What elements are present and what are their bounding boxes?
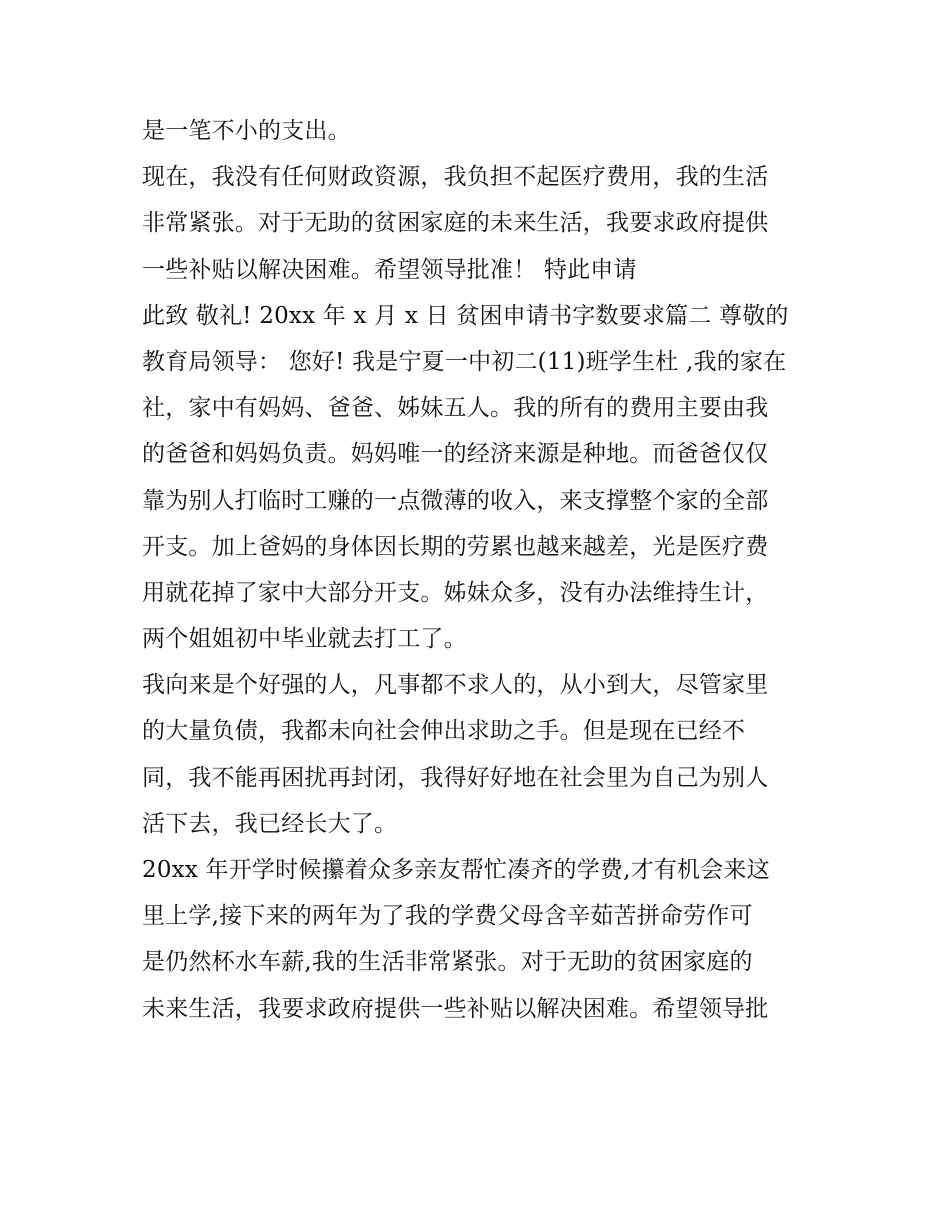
text-line: 一些补贴以解决困难。希望领导批准！ 特此申请 [142,256,637,283]
text-line: 此致 敬礼! 20xx 年 x 月 x 日 贫困申请书字数要求篇二 尊敬的 [142,302,789,329]
text-line: 的爸爸和妈妈负责。妈妈唯一的经济来源是种地。而爸爸仅仅 [142,441,769,468]
text-line: 里上学,接下来的两年为了我的学费父母含辛茹苦拼命劳作可 [142,903,753,930]
text-line: 我向来是个好强的人，凡事都不求人的，从小到大，尽管家里 [142,672,769,699]
text-line: 是一笔不小的支出。 [142,118,351,144]
text-line: 社，家中有妈妈、爸爸、姊妹五人。我的所有的费用主要由我 [142,395,769,422]
text-line: 用就花掉了家中大部分开支。姊妹众多，没有办法维持生计， [142,579,769,606]
text-line: 开支。加上爸妈的身体因长期的劳累也越来越差，光是医疗费 [142,533,769,560]
text-line: 未来生活，我要求政府提供一些补贴以解决困难。希望领导批 [142,995,769,1022]
text-line: 教育局领导： 您好! 我是宁夏一中初二(11)班学生杜 ,我的家在 [142,348,787,375]
text-line: 同，我不能再困扰再封闭，我得好好地在社会里为自己为别人 [142,764,769,791]
text-line: 现在，我没有任何财政资源，我负担不起医疗费用，我的生活 [142,164,769,191]
text-line: 20xx 年开学时候攥着众多亲友帮忙凑齐的学费,才有机会来这 [142,857,770,883]
text-line: 是仍然杯水车薪,我的生活非常紧张。对于无助的贫困家庭的 [142,949,753,976]
document-body [142,108,822,1032]
text-line: 活下去，我已经长大了。 [142,810,398,837]
text-line: 的大量负债，我都未向社会伸出求助之手。但是现在已经不 [142,718,746,745]
text-line: 两个姐姐初中毕业就去打工了。 [142,626,467,653]
text-line: 靠为别人打临时工赚的一点微薄的收入，来支撑整个家的全部 [142,487,769,514]
text-line: 非常紧张。对于无助的贫困家庭的未来生活，我要求政府提供 [142,210,769,237]
